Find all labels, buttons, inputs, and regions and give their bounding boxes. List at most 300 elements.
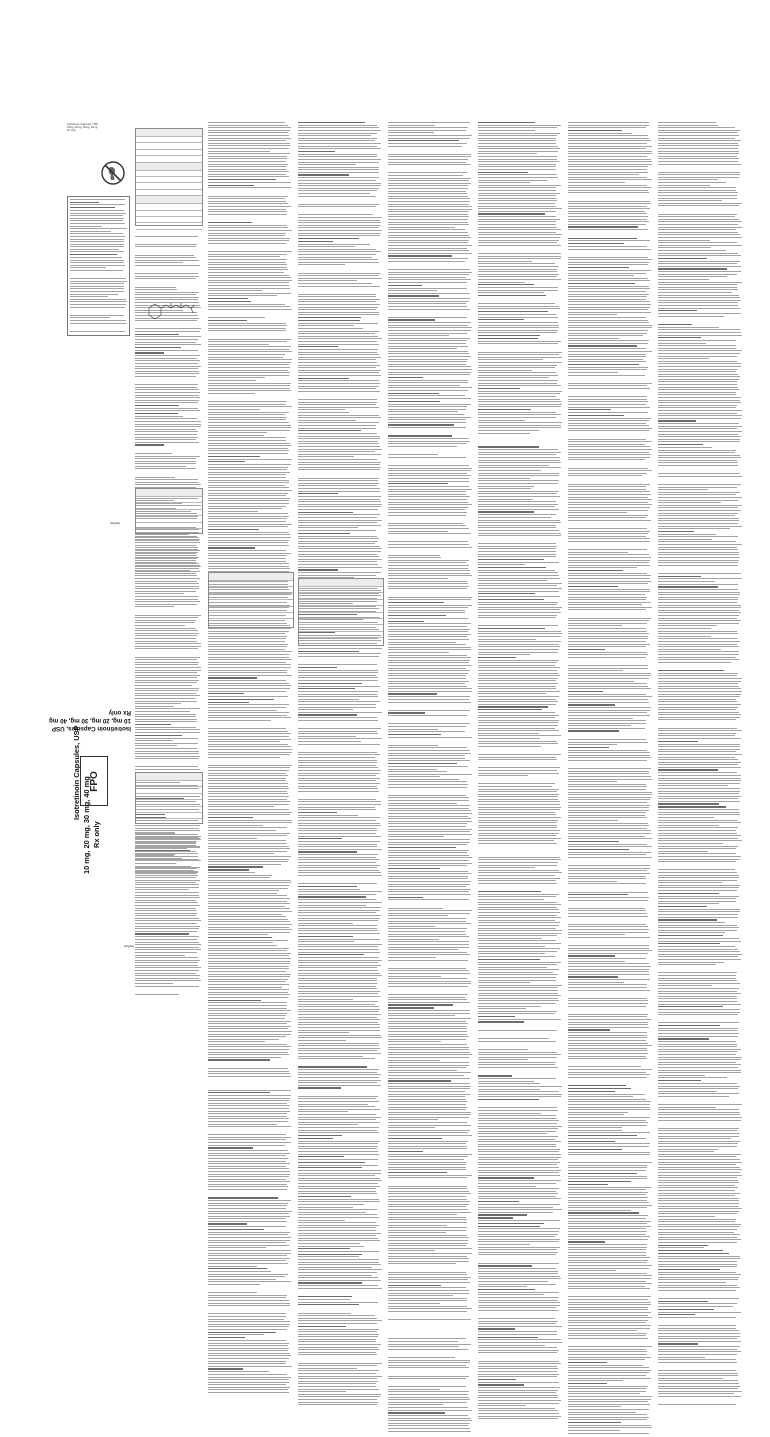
text-line	[568, 125, 649, 126]
text-line	[658, 1266, 737, 1267]
text-line	[298, 1373, 376, 1374]
text-line	[388, 430, 472, 434]
text-line	[298, 1066, 367, 1067]
text-line	[208, 414, 285, 415]
text-line	[298, 1383, 376, 1384]
text-line	[135, 889, 189, 890]
text-line	[135, 434, 197, 435]
text-line	[658, 245, 742, 246]
text-line	[388, 1282, 470, 1283]
text-line	[298, 991, 380, 992]
text-line	[388, 1119, 438, 1120]
text-line	[208, 306, 290, 307]
text-line	[478, 1247, 560, 1248]
text-line	[388, 193, 467, 194]
text-line	[568, 138, 649, 139]
text-line	[478, 799, 558, 800]
text-line	[658, 877, 739, 878]
text-line	[658, 1083, 737, 1084]
text-line	[568, 1024, 648, 1025]
text-line	[658, 785, 728, 786]
text-line	[568, 1367, 649, 1368]
text-line	[208, 187, 291, 188]
text-line	[298, 762, 377, 763]
text-line	[298, 1389, 379, 1390]
text-line	[658, 148, 738, 149]
text-line	[208, 521, 286, 522]
text-line	[658, 594, 740, 595]
text-line	[298, 504, 382, 505]
text-line	[658, 578, 742, 579]
text-line	[298, 143, 381, 144]
panel-title-line3-upsidedown: Rx only	[108, 709, 131, 716]
text-line	[388, 196, 468, 197]
text-line	[388, 248, 467, 249]
text-line	[658, 820, 737, 821]
text-line	[135, 257, 196, 258]
text-line	[478, 146, 558, 147]
text-line	[298, 793, 382, 797]
text-line	[478, 1151, 559, 1152]
text-line	[478, 135, 557, 136]
text-line	[478, 757, 556, 758]
text-line	[568, 1165, 647, 1166]
text-line	[568, 1433, 649, 1434]
text-line	[388, 235, 469, 236]
text-line	[298, 1207, 353, 1208]
text-line	[388, 947, 469, 948]
text-line	[388, 1243, 468, 1244]
text-line	[208, 469, 287, 470]
text-line	[298, 267, 382, 271]
text-line	[658, 343, 706, 344]
text-line	[568, 190, 648, 191]
text-line	[658, 216, 735, 217]
text-line	[298, 428, 376, 429]
text-line	[658, 949, 738, 950]
text-line	[298, 251, 381, 252]
column5-text	[388, 122, 472, 948]
text-line	[658, 242, 737, 243]
text-line	[658, 633, 738, 634]
text-line	[298, 331, 379, 332]
text-line	[208, 166, 287, 167]
text-line	[208, 542, 288, 543]
text-line	[568, 794, 652, 795]
text-line	[568, 420, 649, 421]
text-line	[568, 710, 650, 711]
text-line	[208, 498, 290, 499]
text-line	[298, 436, 380, 437]
text-line	[388, 949, 458, 950]
text-line	[568, 533, 648, 534]
text-line	[388, 393, 439, 394]
text-line	[658, 909, 740, 910]
text-line	[135, 973, 196, 974]
text-line	[298, 501, 381, 502]
text-line	[208, 822, 292, 823]
text-line	[568, 1247, 647, 1248]
text-line	[208, 529, 259, 530]
text-line	[658, 1180, 738, 1181]
text-line	[298, 378, 349, 379]
text-line	[478, 1271, 558, 1272]
text-line	[388, 715, 467, 716]
text-line	[135, 484, 201, 485]
text-line	[388, 1065, 469, 1066]
text-line	[208, 994, 290, 995]
text-line	[135, 698, 196, 699]
text-line	[135, 238, 201, 242]
text-line	[208, 720, 271, 721]
text-line	[478, 730, 559, 731]
text-line	[208, 198, 285, 199]
text-line	[208, 534, 290, 535]
text-line	[298, 773, 380, 774]
text-line	[478, 271, 557, 272]
text-line	[388, 1164, 466, 1165]
text-line	[208, 1015, 286, 1016]
text-line	[478, 335, 540, 336]
text-line	[478, 1164, 557, 1165]
text-line	[208, 1392, 289, 1393]
text-line	[135, 738, 198, 739]
text-line	[388, 366, 471, 367]
text-line	[658, 1253, 729, 1254]
text-line	[388, 655, 467, 656]
text-line	[208, 516, 289, 517]
text-line	[298, 815, 358, 816]
text-line	[658, 1175, 742, 1176]
text-line	[208, 1192, 292, 1196]
text-line	[388, 132, 434, 133]
text-line	[478, 827, 557, 828]
text-line	[298, 1341, 376, 1342]
text-line	[388, 1313, 472, 1317]
text-line	[298, 1014, 381, 1015]
text-line	[298, 1339, 376, 1340]
text-line	[208, 432, 267, 433]
text-line	[658, 1187, 738, 1188]
text-line	[568, 296, 647, 297]
text-line	[478, 833, 559, 834]
text-line	[478, 1384, 524, 1385]
text-line	[478, 662, 557, 663]
text-line	[388, 489, 472, 490]
text-line	[208, 646, 287, 647]
text-line	[298, 148, 381, 149]
text-line	[388, 122, 470, 123]
text-line	[70, 325, 127, 329]
text-line	[658, 717, 740, 718]
text-line	[478, 722, 558, 723]
text-line	[658, 688, 741, 689]
text-line	[568, 966, 651, 967]
text-line	[478, 604, 557, 605]
text-line	[658, 1378, 723, 1379]
text-line	[658, 796, 741, 797]
text-line	[658, 332, 741, 333]
text-line	[388, 293, 470, 294]
text-line	[658, 387, 738, 388]
text-line	[208, 1113, 287, 1114]
text-line	[298, 222, 381, 223]
text-line	[208, 911, 292, 912]
text-line	[208, 835, 287, 836]
text-line	[478, 912, 560, 913]
text-line	[208, 251, 292, 252]
text-line	[658, 620, 741, 621]
text-line	[135, 429, 196, 430]
text-line	[208, 158, 287, 159]
text-line	[658, 954, 742, 955]
text-line	[478, 733, 539, 734]
text-line	[658, 284, 737, 285]
text-line	[658, 510, 741, 511]
text-line	[478, 125, 561, 126]
text-line	[478, 1263, 559, 1264]
text-line	[298, 352, 377, 353]
text-line	[568, 1396, 652, 1397]
text-line	[658, 599, 738, 600]
text-line	[658, 224, 738, 225]
text-line	[208, 508, 282, 509]
text-line	[388, 459, 472, 463]
text-line	[658, 607, 741, 608]
text-line	[298, 999, 353, 1000]
text-line	[478, 367, 555, 368]
text-line	[388, 427, 466, 428]
text-line	[208, 1229, 264, 1230]
text-line	[388, 240, 469, 241]
text-line	[298, 225, 381, 226]
text-line	[298, 402, 377, 403]
text-line	[568, 771, 649, 772]
text-line	[478, 1126, 562, 1127]
text-line	[388, 578, 448, 579]
text-line	[208, 890, 279, 891]
text-line	[568, 1221, 651, 1222]
text-line	[388, 753, 471, 754]
text-line	[135, 615, 201, 616]
text-line	[298, 185, 381, 186]
text-line	[568, 1143, 650, 1144]
text-line	[388, 232, 468, 233]
text-line	[135, 620, 196, 621]
text-line	[568, 833, 651, 834]
text-line	[70, 309, 127, 313]
text-line	[135, 562, 196, 563]
text-line	[658, 358, 709, 359]
text-line	[568, 484, 650, 485]
text-line	[388, 1222, 467, 1223]
text-line	[478, 166, 556, 167]
text-line	[388, 385, 460, 386]
text-line	[478, 925, 559, 926]
text-line	[478, 1241, 559, 1242]
text-line	[298, 812, 337, 813]
text-line	[568, 1107, 650, 1108]
text-line	[208, 151, 270, 152]
text-line	[298, 952, 380, 953]
text-line	[208, 1090, 291, 1091]
text-line	[658, 597, 738, 598]
text-line	[658, 625, 717, 626]
text-line	[568, 916, 648, 917]
text-line	[208, 997, 288, 998]
text-line	[568, 361, 646, 362]
text-line	[478, 242, 557, 243]
text-line	[478, 1284, 556, 1285]
text-line	[208, 953, 291, 954]
text-line	[388, 1219, 467, 1220]
text-line	[478, 1355, 562, 1359]
text-line	[568, 1072, 646, 1073]
text-line	[658, 489, 708, 490]
text-line	[208, 830, 276, 831]
text-line	[208, 201, 286, 202]
text-line	[135, 753, 199, 754]
text-line	[208, 1057, 281, 1058]
text-line	[208, 240, 289, 241]
lab-monitoring-table	[298, 578, 384, 646]
text-line	[298, 741, 361, 742]
text-line	[388, 353, 469, 354]
text-line	[388, 1067, 466, 1068]
text-line	[568, 779, 652, 780]
text-line	[135, 732, 200, 733]
text-line	[658, 261, 740, 262]
text-line	[298, 496, 381, 497]
text-line	[658, 465, 738, 466]
text-line	[478, 825, 557, 826]
text-line	[478, 365, 557, 366]
text-line	[568, 878, 646, 879]
text-line	[208, 1098, 290, 1099]
text-line	[298, 862, 376, 863]
text-line	[298, 167, 379, 168]
text-line	[658, 302, 738, 303]
text-line	[388, 1104, 466, 1105]
text-line	[568, 507, 650, 508]
text-line	[298, 1022, 378, 1023]
text-line	[568, 497, 648, 498]
text-line	[298, 420, 356, 421]
text-line	[568, 1375, 646, 1376]
text-line	[388, 737, 472, 738]
text-line	[658, 906, 707, 907]
text-line	[298, 246, 355, 247]
text-line	[478, 1318, 555, 1319]
text-line	[568, 208, 650, 209]
text-line	[568, 327, 652, 328]
text-line	[208, 1226, 286, 1227]
text-line	[298, 828, 377, 829]
text-line	[568, 1299, 648, 1300]
text-line	[478, 143, 556, 144]
text-line	[388, 710, 470, 711]
text-line	[388, 269, 470, 270]
text-line	[658, 728, 737, 729]
text-line	[298, 973, 380, 974]
text-line	[658, 198, 737, 199]
text-line	[298, 1363, 382, 1364]
text-line	[135, 294, 196, 295]
text-line	[568, 1386, 648, 1387]
text-line	[135, 453, 172, 454]
text-line	[478, 317, 558, 318]
text-line	[298, 920, 378, 921]
text-line	[388, 330, 471, 331]
text-line	[388, 639, 469, 640]
text-line	[478, 1016, 515, 1017]
text-line	[135, 442, 199, 443]
text-line	[208, 966, 289, 967]
text-line	[568, 195, 652, 199]
text-line	[298, 949, 379, 950]
text-line	[135, 397, 200, 398]
text-line	[568, 1359, 645, 1360]
text-line	[388, 159, 468, 160]
text-line	[478, 964, 557, 965]
text-line	[478, 1342, 562, 1343]
text-line	[478, 767, 560, 768]
text-line	[658, 153, 739, 154]
text-line	[298, 1227, 376, 1228]
text-line	[388, 681, 469, 682]
text-line	[568, 1162, 652, 1163]
text-line	[568, 1419, 647, 1420]
text-line	[298, 399, 377, 400]
text-line	[208, 1116, 287, 1117]
text-line	[388, 1151, 423, 1152]
text-line	[478, 435, 562, 439]
text-line	[478, 1300, 558, 1301]
text-line	[388, 1300, 467, 1301]
text-line	[658, 872, 737, 873]
text-line	[478, 253, 561, 254]
text-line	[658, 1064, 741, 1065]
text-line	[208, 1274, 288, 1275]
text-line	[208, 989, 289, 990]
text-line	[568, 567, 637, 568]
text-line	[388, 610, 465, 611]
text-line	[568, 1085, 626, 1086]
text-line	[658, 279, 709, 280]
text-line	[298, 359, 376, 360]
text-line	[208, 880, 291, 881]
text-line	[658, 896, 739, 897]
text-line	[658, 586, 718, 587]
text-line	[478, 1249, 557, 1250]
text-line	[388, 1428, 470, 1429]
text-line	[208, 282, 289, 283]
text-line	[208, 532, 289, 533]
text-line	[658, 1298, 739, 1299]
text-line	[478, 1418, 558, 1419]
text-line	[658, 1301, 708, 1302]
text-line	[658, 694, 741, 695]
text-line	[388, 1138, 442, 1139]
text-line	[208, 482, 289, 483]
text-line	[208, 388, 290, 389]
text-line	[478, 385, 561, 386]
text-line	[478, 1183, 556, 1184]
text-line	[208, 1221, 287, 1222]
text-line	[568, 338, 619, 339]
text-line	[568, 486, 646, 487]
text-line	[658, 959, 741, 960]
